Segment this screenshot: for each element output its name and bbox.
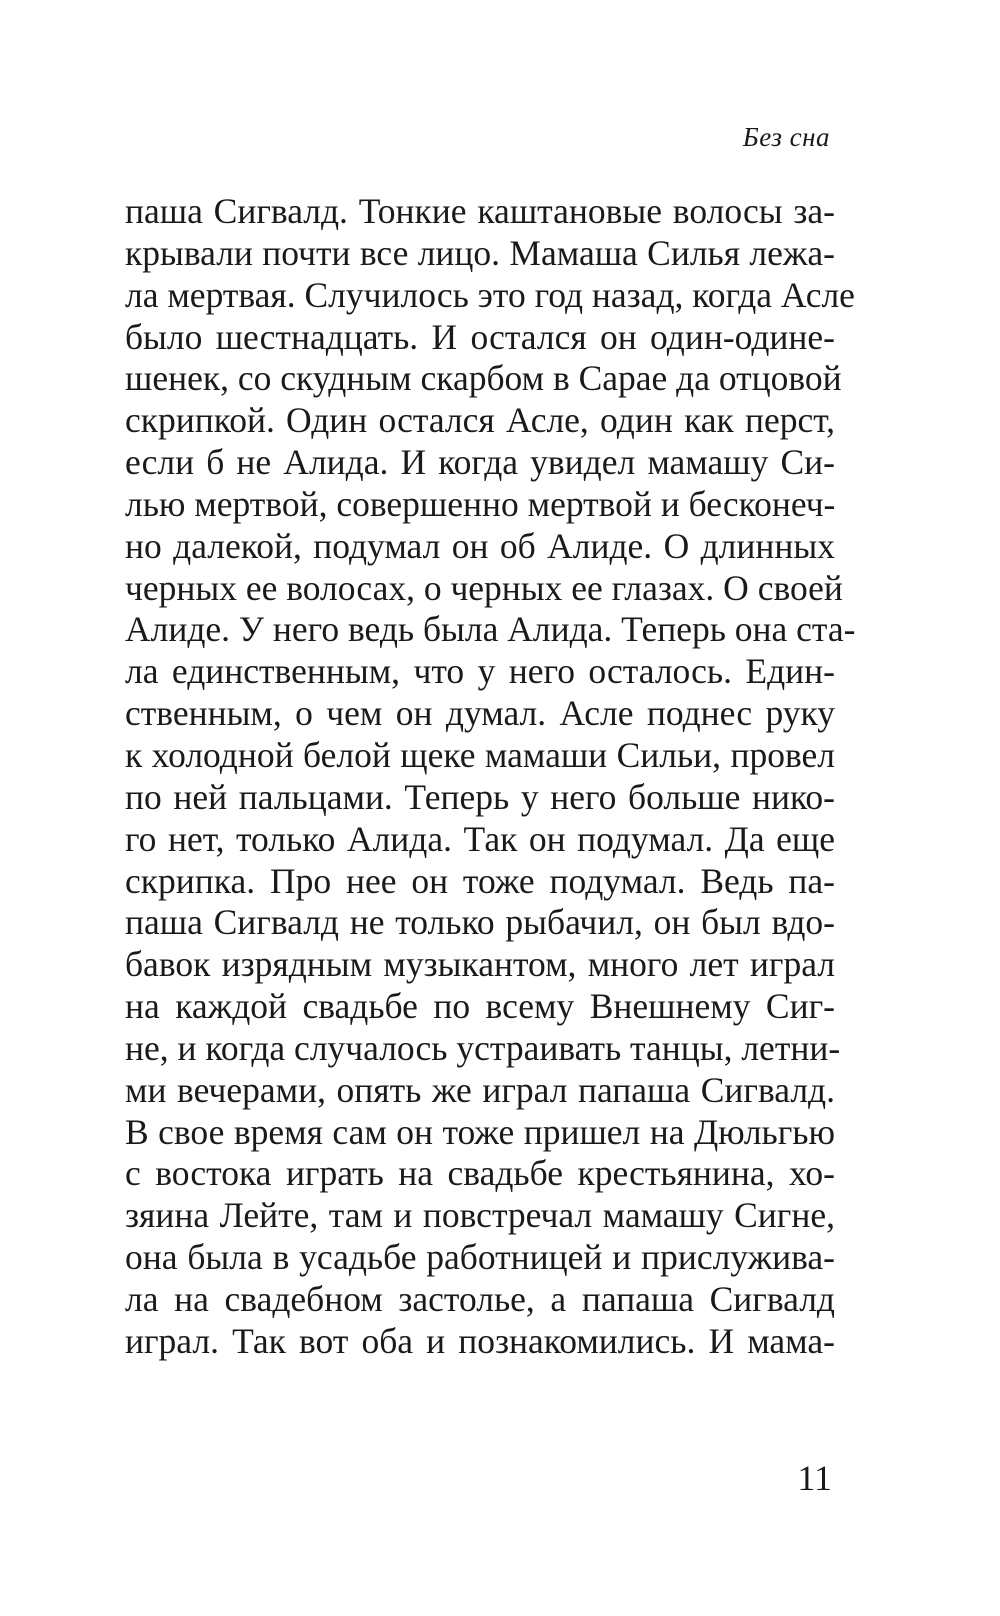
text-line: скрипкой. Один остался Асле, один как перст, (125, 400, 835, 441)
text-line: зяина Лейте, там и повстречал мамашу Сигне, (125, 1195, 835, 1236)
text-line: Алиде. У него ведь была Алида. Теперь она ста- (125, 609, 856, 650)
text-line: ми вечерами, опять же играл папаша Сигвалд. (125, 1069, 835, 1110)
text-line: было шестнадцать. И остался он один-одине- (125, 316, 835, 357)
text-line: если б не Алида. И когда увидел мамашу Си- (125, 442, 835, 483)
text-line: В свое время сам он тоже пришел на Дюльгью (125, 1111, 835, 1152)
text-line: ла мертвая. Случилось это год назад, когда Асле (125, 274, 855, 315)
body-text (125, 191, 856, 1363)
text-line: но далекой, подумал он об Алиде. О длинных (125, 525, 835, 566)
text-line: к холодной белой щеке мамаши Сильи, провел (125, 734, 835, 775)
text-line: бавок изрядным музыкантом, много лет играл (125, 944, 835, 985)
text-line: ственным, о чем он думал. Асле поднес руку (125, 693, 835, 734)
text-line: по ней пальцами. Теперь у него больше нико- (125, 776, 835, 817)
text-line: го нет, только Алида. Так он подумал. Да еще (125, 818, 835, 859)
text-line: на каждой свадьбе по всему Внешнему Сиг- (125, 986, 835, 1027)
text-line: черных ее волосах, о черных ее глазах. О своей (125, 567, 843, 608)
text-line: шенек, со скудным скарбом в Сарае да отцовой (125, 358, 842, 399)
text-line: паша Сигвалд. Тонкие каштановые волосы за- (125, 191, 835, 231)
text-line: не, и когда случалось устраивать танцы, летни- (125, 1027, 841, 1068)
text-line: скрипка. Про нее он тоже подумал. Ведь па- (125, 860, 835, 901)
page-number: 11 (797, 1458, 832, 1498)
text-line: лью мертвой, совершенно мертвой и бесконеч- (125, 483, 836, 524)
text-line: ла единственным, что у него осталось. Един- (125, 651, 835, 692)
text-line: крывали почти все лицо. Мамаша Силья лежа- (125, 232, 835, 273)
text-line: играл. Так вот оба и познакомились. И мама- (125, 1320, 835, 1361)
text-line: с востока играть на свадьбе крестьянина, хо- (125, 1153, 835, 1194)
text-line: паша Сигвалд не только рыбачил, он был вдо- (125, 902, 835, 943)
running-title: Без сна (742, 122, 830, 152)
text-line: ла на свадебном застолье, а папаша Сигвалд (125, 1278, 835, 1319)
text-line: она была в усадьбе работницей и прислужива- (125, 1237, 835, 1278)
